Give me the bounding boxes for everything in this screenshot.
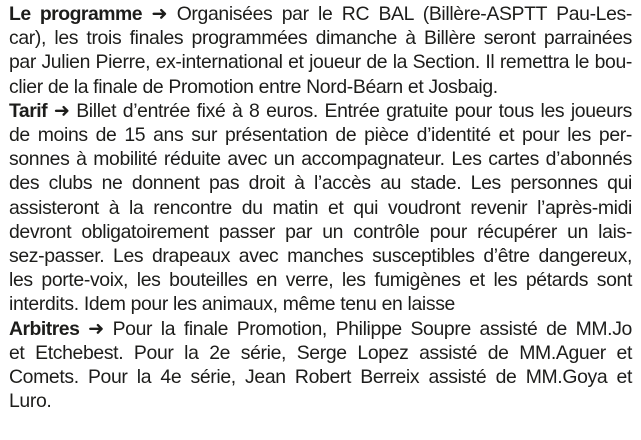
tarif-line-7: sez-passer. Les drapeaux avec manches susceptibles d’être dangereux, [9, 245, 632, 268]
programme-line-1: Le programme ➜ Organisées par le RC BAL (Billère-ASPTT Pau-Les- [9, 3, 633, 25]
arbitres-line-3: Comets. Pour la 4e série, Jean Robert Berreix assisté de MM.Goya et [9, 366, 632, 389]
arrow-right-icon: ➜ [53, 99, 70, 122]
tarif-line-1: Tarif ➜ Billet d’entrée fixé à 8 euros. Entrée gratuite pour tous les joueurs [9, 99, 632, 122]
tarif-line-4: des clubs ne donnent pas droit à l’accès au stade. Les personnes qui [9, 172, 632, 195]
tarif-line-9: interdits. Idem pour les animaux, même tenu en laisse [9, 293, 455, 316]
tarif-line-3: sonnes à mobilité réduite avec un accompagnateur. Les cartes d’abonnés [9, 148, 632, 171]
tarif-line-8: les porte-voix, les bouteilles en verre, les fumigènes et les pétards sont [9, 269, 632, 292]
section-keyword-programme: Le programme [9, 3, 143, 25]
tarif-line-6: devront obligatoirement passer par un contrôle pour récupérer un lais- [9, 220, 632, 243]
tarif-line-5: assisteront à la rencontre du matin et qui voudront revenir l’après-midi [9, 196, 632, 219]
arbitres-line-2: et Etchebest. Pour la 2e série, Serge Lopez assisté de MM.Aguer et [9, 341, 632, 364]
arbitres-line-1: Arbitres ➜ Pour la finale Promotion, Philippe Soupre assisté de MM.Jo [9, 317, 632, 340]
arbitres-line-4: Luro. [9, 390, 52, 413]
tarif-line-2: de moins de 15 ans sur présentation de pièce d’identité et pour les per- [9, 124, 632, 147]
section-keyword-tarif: Tarif [9, 99, 48, 122]
section-keyword-arbitres: Arbitres [9, 317, 80, 340]
programme-line-4: clier de la finale de Promotion entre Nord-Béarn et Josbaig. [9, 75, 498, 98]
arrow-right-icon: ➜ [88, 317, 104, 340]
arrow-right-icon: ➜ [151, 3, 168, 25]
programme-line-3: par Julien Pierre, ex-international et joueur de la Section. Il remettra le bou- [9, 51, 632, 74]
programme-line-2: car), les trois finales programmées dimanche à Billère seront parrainées [9, 27, 632, 50]
